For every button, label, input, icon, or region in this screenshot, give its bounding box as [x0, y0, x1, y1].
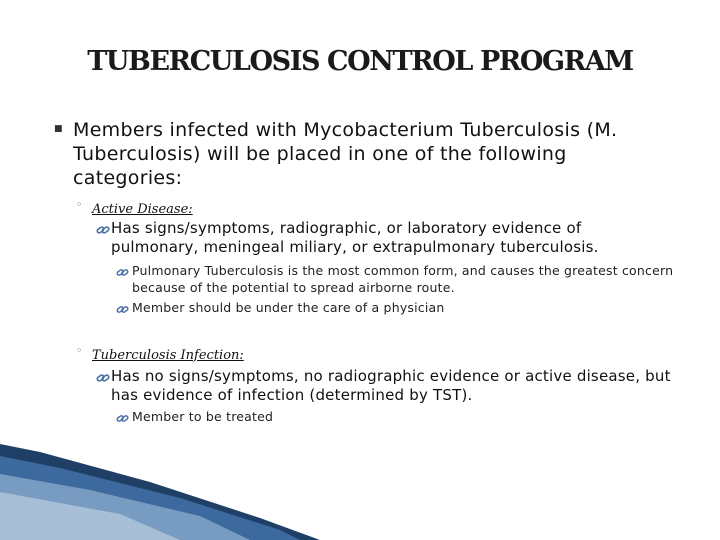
point-text: Has no signs/symptoms, no radiographic evidence or active disease, but has evidence of infection (determined by TST).	[111, 367, 671, 404]
section-heading: Active Disease:	[92, 202, 193, 217]
point-text: Has signs/symptoms, radiographic, or laboratory evidence of pulmonary, meningeal miliary, or extrapulmonary tuberculosis.	[111, 219, 599, 256]
square-bullet-icon: ■	[54, 124, 63, 134]
subpoint-text: Member should be under the care of a physician	[132, 300, 445, 315]
section-heading-tuberculosis-infection	[76, 344, 244, 363]
slide-title: TUBERCULOSIS CONTROL PROGRAM	[87, 46, 633, 77]
intro-bullet	[54, 118, 674, 190]
list-item	[116, 299, 676, 316]
circle-bullet-icon: ◦	[76, 344, 83, 357]
section-heading-active-disease	[76, 198, 193, 217]
chain-link-icon	[116, 409, 129, 428]
list-item	[96, 367, 676, 405]
chain-link-icon	[116, 263, 129, 282]
chain-link-icon	[116, 300, 129, 319]
list-item	[116, 262, 676, 296]
list-item	[116, 408, 676, 425]
section-heading: Tuberculosis Infection:	[92, 348, 244, 363]
subpoint-text: Member to be treated	[132, 409, 274, 424]
list-item	[96, 219, 616, 257]
chain-link-icon	[96, 369, 110, 388]
intro-text: Members infected with Mycobacterium Tuberculosis (M. Tuberculosis) will be placed in one of the following categories:	[73, 119, 618, 189]
circle-bullet-icon: ◦	[76, 198, 83, 211]
subpoint-text: Pulmonary Tuberculosis is the most common form, and causes the greatest concern because of the potential to spread airborne route.	[132, 263, 674, 295]
corner-wave-decoration	[0, 430, 720, 540]
chain-link-icon	[96, 221, 110, 240]
